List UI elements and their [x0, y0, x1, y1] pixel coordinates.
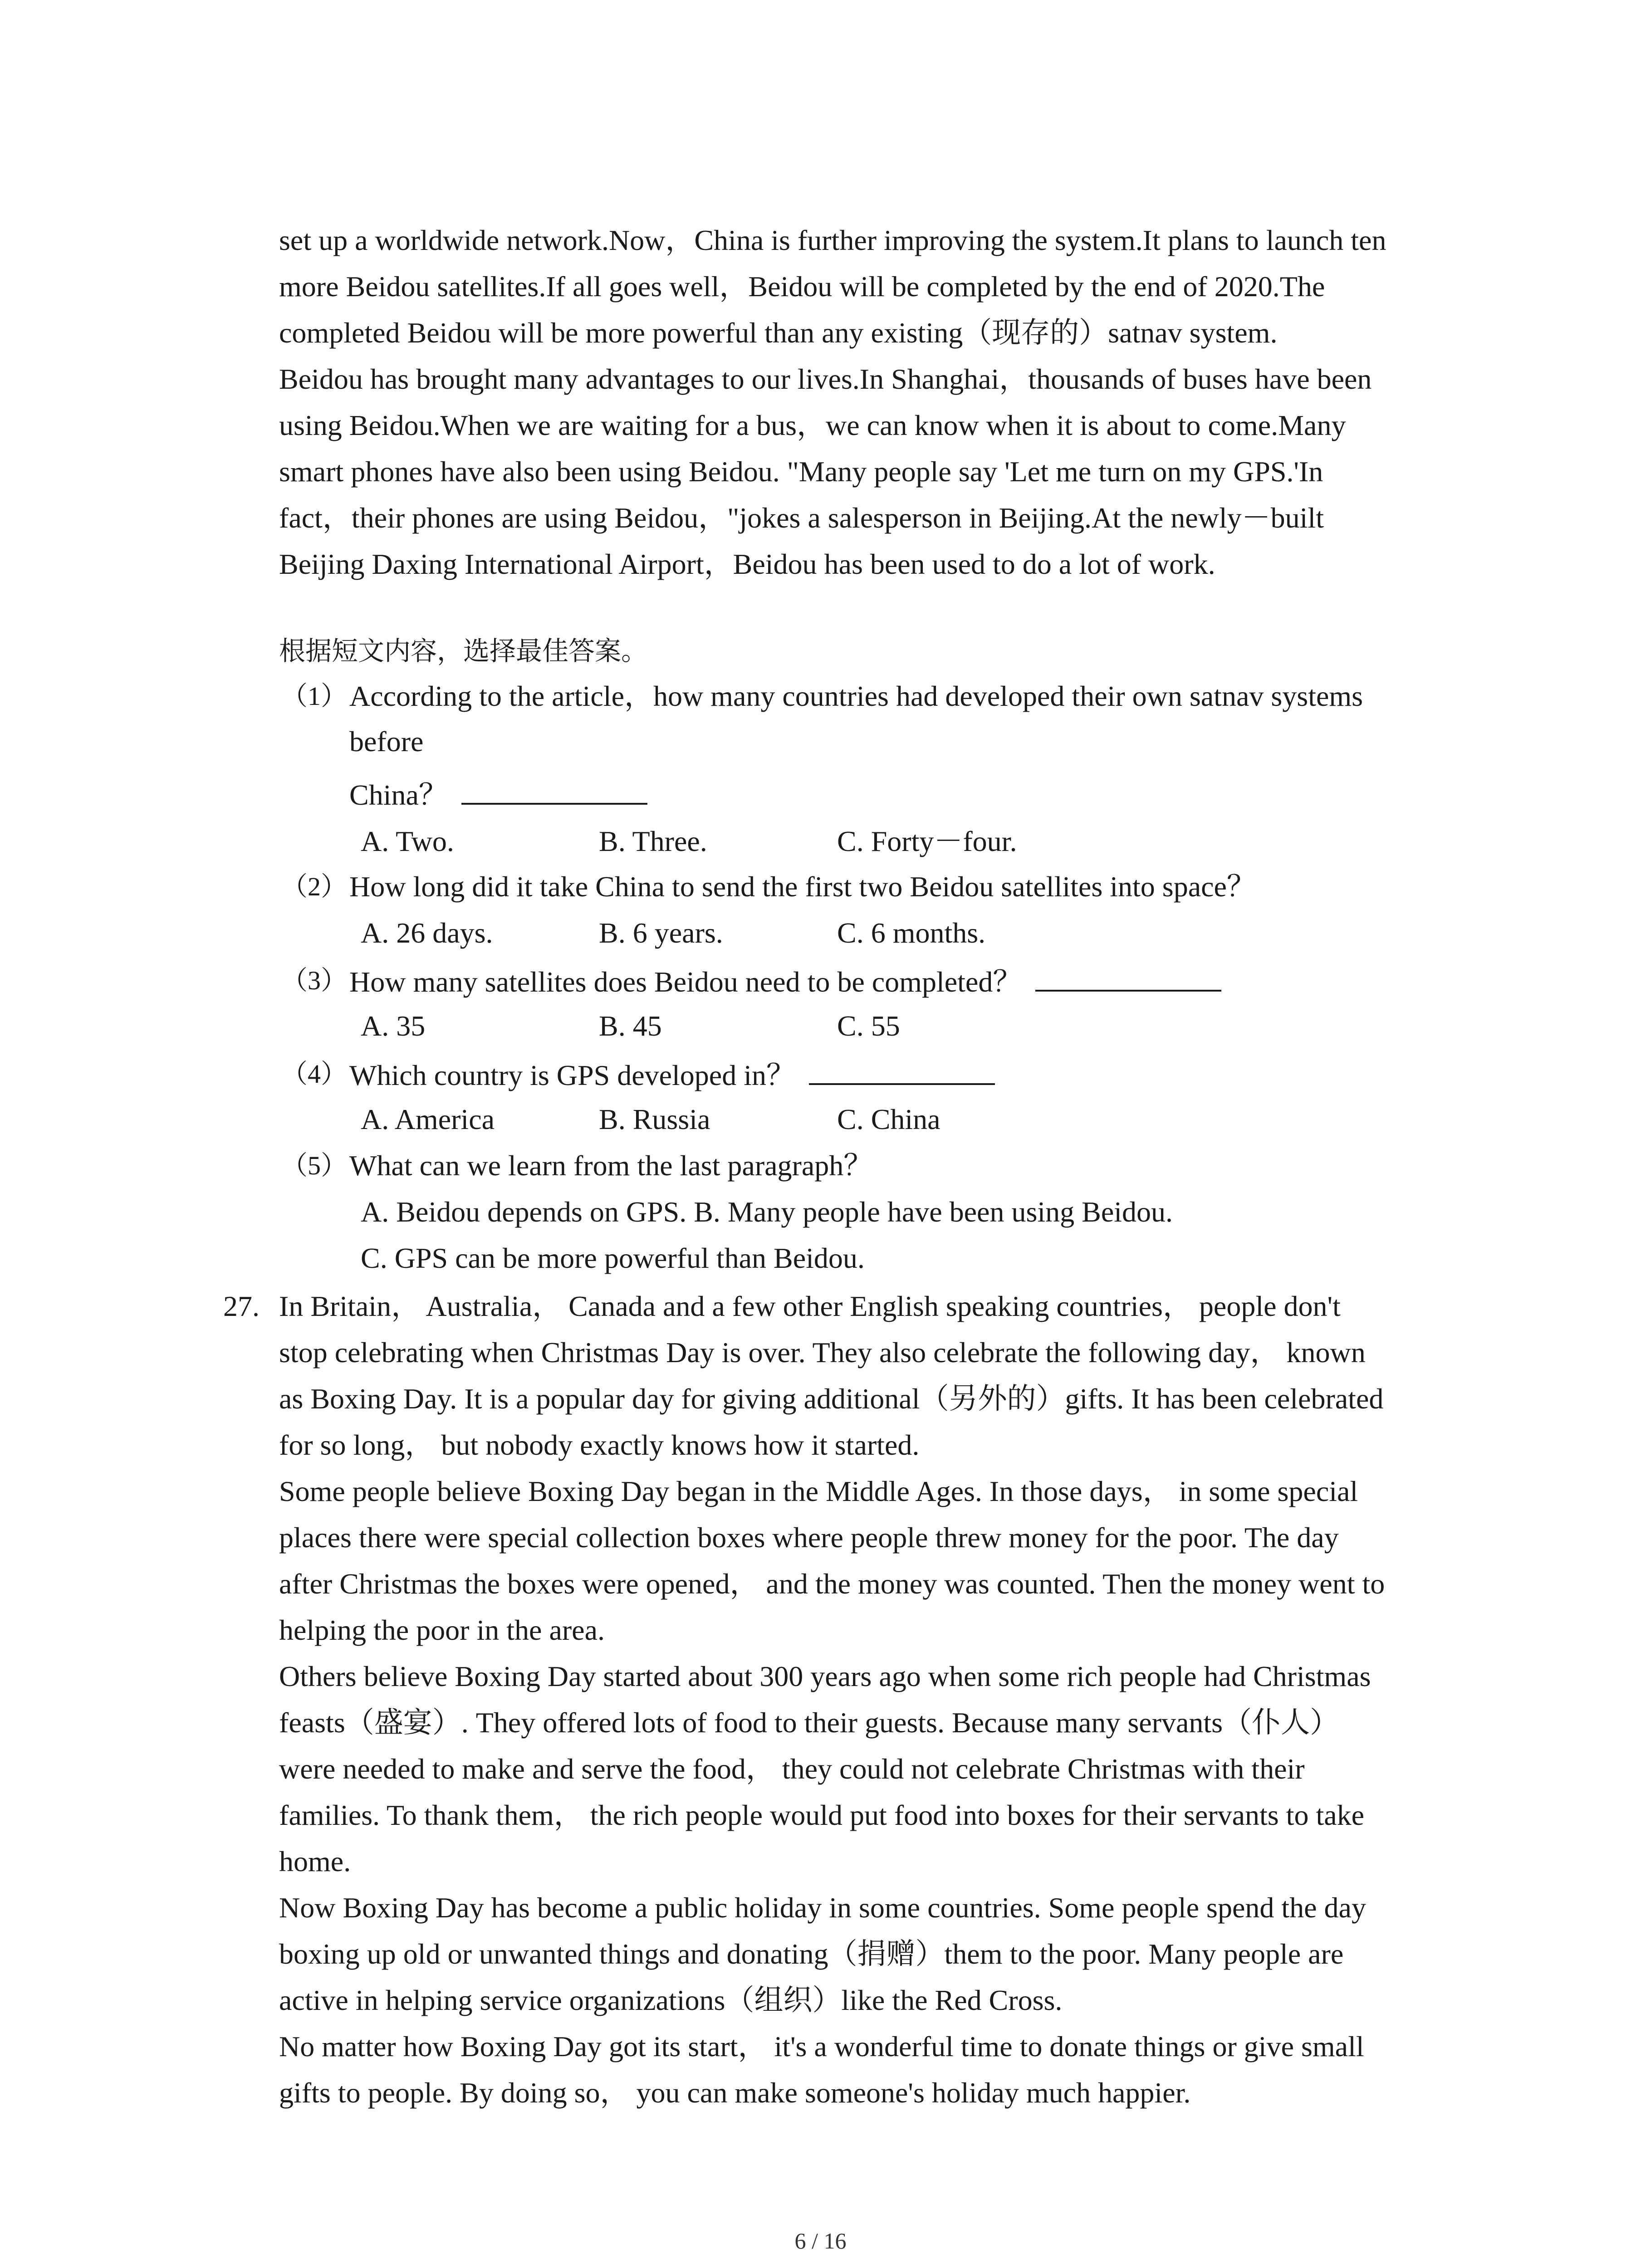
passage-line: were needed to make and serve the food， they could not celebrate Christmas with their	[279, 1753, 1305, 1785]
question-27-number: 27.	[223, 1290, 260, 1322]
question-text: China？	[349, 779, 448, 811]
passage-line: home.	[279, 1845, 351, 1877]
option-b: B. Three.	[599, 825, 707, 857]
passage-line: as Boxing Day. It is a popular day for giving additional（另外的）gifts. It has been celebrated	[279, 1383, 1384, 1415]
answer-blank[interactable]	[1035, 958, 1221, 992]
option-c: C. GPS can be more powerful than Beidou.	[361, 1242, 865, 1274]
passage-line: feasts（盛宴）. They offered lots of food to their guests. Because many servants（仆人）	[279, 1706, 1339, 1739]
passage-line: active in helping service organizations（组织）like the Red Cross.	[279, 1984, 1063, 2016]
passage-line: fact，their phones are using Beidou，"jokes a salesperson in Beijing.At the newly－built	[279, 502, 1324, 534]
passage-line: more Beidou satellites.If all goes well，Beidou will be completed by the end of 2020.The	[279, 270, 1325, 303]
option-b: B. Russia	[599, 1103, 710, 1135]
option-a: A. Two.	[361, 825, 454, 857]
page-number: 6 / 16	[794, 2228, 847, 2253]
option-c: C. 6 months.	[837, 917, 986, 949]
option-c: C. 55	[837, 1010, 900, 1042]
passage-line: smart phones have also been using Beidou. "Many people say 'Let me turn on my GPS.'In	[279, 455, 1323, 488]
question-number: （4）	[281, 1059, 348, 1089]
question-text: How many satellites does Beidou need to be completed？	[349, 966, 1022, 998]
question-text: before	[349, 725, 424, 758]
passage-line: places there were special collection boxes where people threw money for the poor. The day	[279, 1521, 1339, 1554]
passage-line: Some people believe Boxing Day began in the Middle Ages. In those days， in some special	[279, 1475, 1358, 1507]
question-text: Which country is GPS developed in？	[349, 1059, 795, 1091]
option-a: A. 26 days.	[361, 917, 493, 949]
passage-line: Beijing Daxing International Airport，Beidou has been used to do a lot of work.	[279, 548, 1215, 580]
passage-line: In Britain， Australia， Canada and a few other English speaking countries， people don't	[279, 1290, 1341, 1322]
passage-line: using Beidou.When we are waiting for a bus，we can know when it is about to come.Many	[279, 409, 1346, 441]
option-b: B. 6 years.	[599, 917, 723, 949]
passage-line: stop celebrating when Christmas Day is over. They also celebrate the following day， known	[279, 1336, 1366, 1369]
passage-line: helping the poor in the area.	[279, 1614, 605, 1646]
passage-line: after Christmas the boxes were opened， and the money was counted. Then the money went to	[279, 1568, 1385, 1600]
question-text: How long did it take China to send the first two Beidou satellites into space？	[349, 870, 1256, 903]
option-c: C. China	[837, 1103, 941, 1135]
question-text-with-blank	[349, 958, 1221, 1005]
question-number: （3）	[281, 966, 348, 995]
passage-line: Now Boxing Day has become a public holiday in some countries. Some people spend the day	[279, 1892, 1366, 1924]
passage-line: gifts to people. By doing so， you can make someone's holiday much happier.	[279, 2077, 1191, 2109]
passage-line: for so long， but nobody exactly knows how it started.	[279, 1429, 920, 1461]
option-a: A. 35	[361, 1010, 426, 1042]
passage-line: families. To thank them， the rich people would put food into boxes for their servants to take	[279, 1799, 1365, 1831]
question-number: （2）	[281, 872, 348, 901]
question-number: （1）	[281, 681, 348, 711]
option-a: A. America	[361, 1103, 495, 1135]
question-text: What can we learn from the last paragraph？	[349, 1149, 873, 1182]
option-ab: A. Beidou depends on GPS. B. Many people have been using Beidou.	[361, 1196, 1173, 1228]
instruction: 根据短文内容，选择最佳答案。	[279, 635, 648, 666]
passage-line: No matter how Boxing Day got its start， it's a wonderful time to donate things or give small	[279, 2030, 1364, 2063]
question-text-with-blank	[349, 1051, 995, 1098]
answer-blank[interactable]	[461, 771, 647, 805]
passage-line: set up a worldwide network.Now，China is further improving the system.It plans to launch ten	[279, 224, 1386, 256]
question-text: According to the article，how many countries had developed their own satnav systems	[349, 680, 1363, 712]
option-c: C. Forty－four.	[837, 825, 1017, 857]
option-b: B. 45	[599, 1010, 662, 1042]
question-number: （5）	[281, 1151, 348, 1180]
passage-line: completed Beidou will be more powerful than any existing（现存的）satnav system.	[279, 317, 1278, 349]
passage-line: Beidou has brought many advantages to our lives.In Shanghai，thousands of buses have been	[279, 363, 1372, 395]
passage-line: boxing up old or unwanted things and donating（捐赠）them to the poor. Many people are	[279, 1938, 1344, 1970]
question-text-with-blank	[349, 771, 647, 818]
passage-line: Others believe Boxing Day started about 300 years ago when some rich people had Christmas	[279, 1660, 1371, 1692]
answer-blank[interactable]	[809, 1051, 995, 1085]
